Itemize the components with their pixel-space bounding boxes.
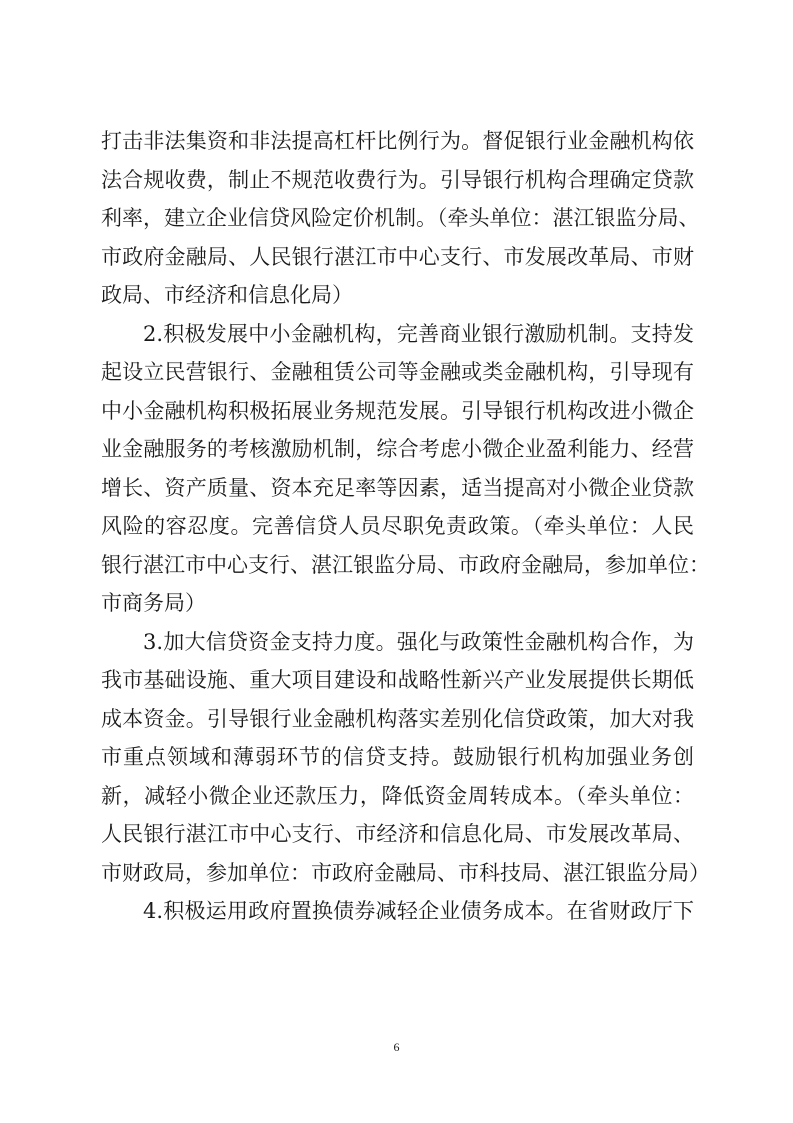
paragraph-line: 新，减轻小微企业还款压力，降低资金周转成本。（牵头单位： <box>101 783 694 808</box>
paragraph-line: 市商务局） <box>101 591 206 615</box>
paragraph-line: 风险的容忍度。完善信贷人员尽职免责政策。（牵头单位：人民 <box>101 514 694 538</box>
paragraph-line: 市财政局，参加单位：市政府金融局、市科技局、湛江银监分局） <box>101 860 710 885</box>
paragraph-line: 银行湛江市中心支行、湛江银监分局、市政府金融局，参加单位： <box>101 552 710 577</box>
paragraph-line: 人民银行湛江市中心支行、市经济和信息化局、市发展改革局、 <box>101 822 694 846</box>
paragraph-line: 打击非法集资和非法提高杠杆比例行为。督促银行业金融机构依 <box>101 129 694 153</box>
paragraph-line: 4.积极运用政府置换债券减轻企业债务成本。在省财政厅下 <box>143 899 694 923</box>
paragraph-line: 市政府金融局、人民银行湛江市中心支行、市发展改革局、市财 <box>101 244 694 269</box>
paragraph-line: 市重点领域和薄弱环节的信贷支持。鼓励银行机构加强业务创 <box>101 745 694 769</box>
paragraph-line: 中小金融机构积极拓展业务规范发展。引导银行机构改进小微企 <box>101 398 694 423</box>
paragraph-line: 成本资金。引导银行业金融机构落实差别化信贷政策，加大对我 <box>101 706 694 731</box>
paragraph-line: 政局、市经济和信息化局） <box>101 283 353 307</box>
paragraph-line: 2.积极发展中小金融机构，完善商业银行激励机制。支持发 <box>143 321 694 346</box>
paragraph-line: 法合规收费，制止不规范收费行为。引导银行机构合理确定贷款 <box>101 167 694 192</box>
paragraph-line: 起设立民营银行、金融租赁公司等金融或类金融机构，引导现有 <box>101 360 694 384</box>
body-text <box>101 122 710 931</box>
page-number: 6 <box>393 1040 400 1054</box>
paragraph-line: 利率，建立企业信贷风险定价机制。（牵头单位：湛江银监分局、 <box>101 206 700 230</box>
paragraph-line: 3.加大信贷资金支持力度。强化与政策性金融机构合作，为 <box>143 629 694 654</box>
paragraph-line: 业金融服务的考核激励机制，综合考虑小微企业盈利能力、经营 <box>101 437 694 461</box>
paragraph-line: 增长、资产质量、资本充足率等因素，适当提高对小微企业贷款 <box>101 475 694 500</box>
paragraph-line: 我市基础设施、重大项目建设和战略性新兴产业发展提供长期低 <box>101 668 694 692</box>
